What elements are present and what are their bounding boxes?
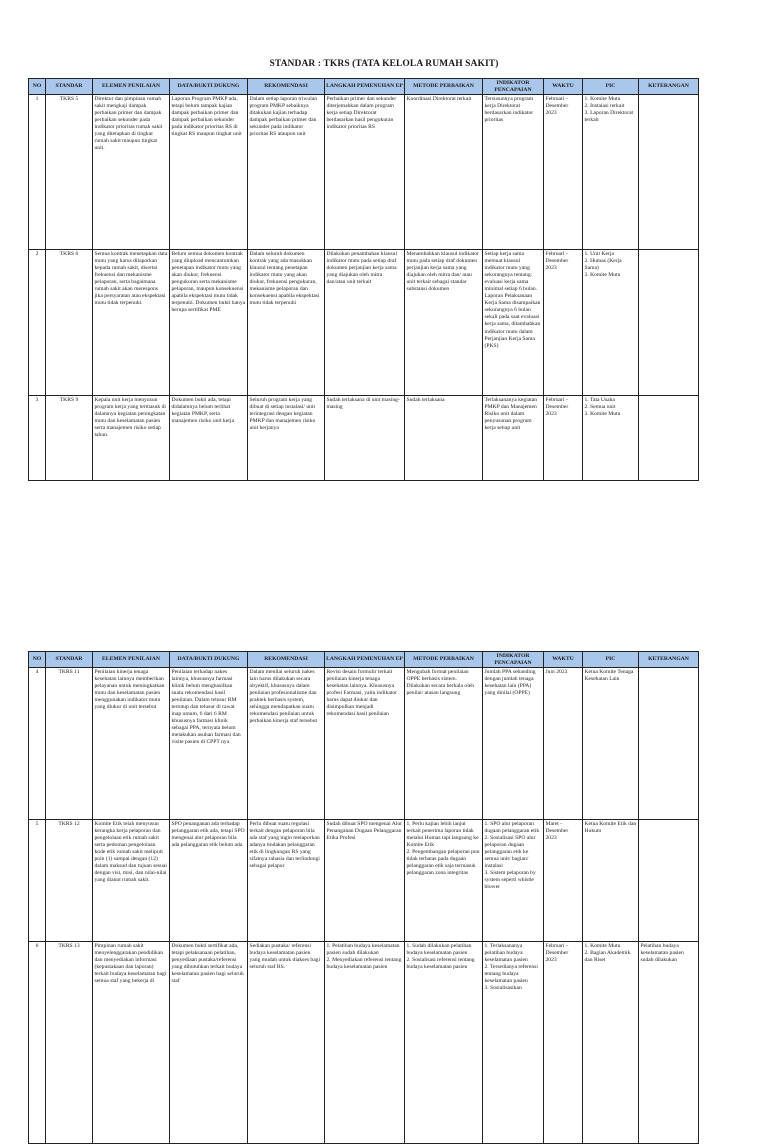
- header-pic: PIC: [583, 652, 639, 668]
- cell-indikator: Setiap kerja sama memuat klausul indikator mutu yang sekurangnya tentang: evaluasi kerja sama minimal setiap 6 bulan. Laporan Pelaksanaan Kerja Sama disampaikan sekurangnya 6 bulan sekali pada saat evaluasi kerja sama, ditambahkan indikator mutu dalam Perjanjian Kerja Sama (PKS): [483, 250, 544, 396]
- cell-indikator: Tersusunnya program kerja Direktorat berdasarkan indikator prioritas: [483, 95, 544, 250]
- cell-no: 4: [29, 668, 46, 820]
- cell-indikator: Terlaksananya kegiatan PMKP dan Manajemen Risiko unit dalam penyusunan program kerja setiap unit: [483, 396, 544, 481]
- cell-data: Laporan Program PMKP ada, tetapi belum tampak kajian dampak perbaikan primer dan dampak perbaikan sekunder pada indikator prioritas RS di tingkat RS maupun tingkat unit: [170, 95, 248, 250]
- table-row: [29, 95, 699, 250]
- header-pic: PIC: [583, 79, 639, 95]
- cell-no: 2: [29, 250, 46, 396]
- cell-keterangan: [639, 396, 699, 481]
- header-data: DATA/BUKTI DUKUNG: [170, 652, 248, 668]
- cell-rekomendasi: Sediakan pustaka/ referensi budaya keselamatan pasien yang mudah untuk diakses bagi seluruh staf RS.: [248, 942, 325, 1144]
- cell-metode: Mengubah format penilaian OPPE berbasis sistem. Dilakukan secara berkala oleh penilai/ atasan langsung: [405, 668, 483, 820]
- table-row: [29, 250, 699, 396]
- cell-langkah: Dilakukan penambahan klausul indikator mutu pada setiap draf dokumen perjanjian kerja sama yang diajukan oleh mitra dan/atau unit terkait: [325, 250, 405, 396]
- cell-waktu: Maret - Desember 2023: [544, 820, 583, 942]
- cell-standar: TKRS 12: [46, 820, 93, 942]
- cell-no: 1: [29, 95, 46, 250]
- cell-metode: Koordinasi Direktorat terkait: [405, 95, 483, 250]
- cell-no: 6: [29, 942, 46, 1144]
- cell-keterangan: [639, 250, 699, 396]
- cell-data: Belum semua dokumen kontrak yang diupload mencantumkan penetapan indikator mutu yang akan diukur, frekuensi pengukuran serta mekanisme pelaporan, maupun konsekuensi apabila ekspektasi mutu tidak terpenuhi. Dokumen bukti hanya berupa sertifikat PME: [170, 250, 248, 396]
- cell-metode: 1. Sudah dilakukan pelatihan budaya keselamatan pasien 2. Sosialisasi referensi tentang budaya keselamatan pasien: [405, 942, 483, 1144]
- cell-langkah: 1. Pelatihan budaya keselamatan pasien sudah dilakukan 2. Menyediakan referensi tentang budaya keselamatan pasien: [325, 942, 405, 1144]
- header-standar: STANDAR: [46, 652, 93, 668]
- cell-elemen: Kepala unit kerja menyusun program kerja yang termasuk di dalamnya kegiatan peningkatan mutu dan keselamatan pasien serta manajemen risiko setiap tahun.: [93, 396, 170, 481]
- cell-langkah: Sudah terlaksana di unit masing-masing: [325, 396, 405, 481]
- cell-rekomendasi: Seluruh program kerja yang dibuat di setiap instalasi/ unit terintegrasi dengan kegiatan PMKP dan manajemen risiko unit kerjanya: [248, 396, 325, 481]
- cell-standar: TKRS 5: [46, 95, 93, 250]
- header-data: DATA/BUKTI DUKUNG: [170, 79, 248, 95]
- cell-no: 5: [29, 820, 46, 942]
- cell-waktu: Februari - Desember 2023: [544, 250, 583, 396]
- cell-elemen: Penilaian kinerja tenaga kesehatan lainnya memberikan pelayanan untuk meningkatkan mutu dan keselamatan pasien menggunakan indikator mutu yang diukur di unit tersebut: [93, 668, 170, 820]
- header-row: [29, 79, 699, 95]
- table-row: [29, 820, 699, 942]
- cell-standar: TKRS 9: [46, 396, 93, 481]
- cell-pic: Ketua Komite Tenaga Kesehatan Lain: [583, 668, 639, 820]
- cell-rekomendasi: Dalam menilai seluruh nakes lain harus dilakukan secara obyektif, khususnya dalam penilaian profesionalisme dan praktek berbasis system, sehingga mendapatkan suatu rekomendasi penilaian untuk perbaikan kinerja staf tersebut: [248, 668, 325, 820]
- header-langkah: LANGKAH PEMENUHAN EP: [325, 79, 405, 95]
- cell-keterangan: [639, 820, 699, 942]
- cell-elemen: Pimpinan rumah sakit menyelenggarakan pendidikan dan menyediakan informasi (kepustakaan dan laporan) terkait budaya keselamatan bagi semua staf yang bekerja di: [93, 942, 170, 1144]
- cell-no: 3: [29, 396, 46, 481]
- cell-keterangan: [639, 668, 699, 820]
- header-no: NO: [29, 652, 46, 668]
- cell-standar: TKRS 11: [46, 668, 93, 820]
- tkrs-table-part-2: [28, 651, 699, 1144]
- cell-elemen: Direktur dan pimpinan rumah sakit mengkaji dampak perbaikan primer dan dampak perbaikan sekunder pada indikator prioritas rumah sakit yang ditetapkan di tingkat rumah sakit maupun tingkat unit.: [93, 95, 170, 250]
- header-standar: STANDAR: [46, 79, 93, 95]
- header-rekomendasi: REKOMENDASI: [248, 79, 325, 95]
- cell-pic: 1. Tata Usaha 2. Semua unit 3. Komite Mutu: [583, 396, 639, 481]
- cell-rekomendasi: Dalam seluruh dokumen kontrak yang ada masukkan klausul tentang penetapan indikator mutu yang akan diukur, frekuensi pengukuran, mekanisme pelaporan dan konsekuensi apabila ekspektasi mutu tidak terpenuhi: [248, 250, 325, 396]
- table-row: [29, 942, 699, 1144]
- header-no: NO: [29, 79, 46, 95]
- cell-keterangan: [639, 95, 699, 250]
- cell-waktu: Februari - Desember 2023: [544, 942, 583, 1144]
- header-waktu: WAKTU: [544, 652, 583, 668]
- cell-langkah: Perbaikan primer dan sekunder diterjemahkan dalam program kerja setiap Direktorat berdasarkan hasil pengukuran indikator prioritas RS: [325, 95, 405, 250]
- cell-waktu: Juni 2023: [544, 668, 583, 820]
- cell-pic: 1. Komite Mutu 2. Instalasi terkait 3. Laporan Direktorat terkait: [583, 95, 639, 250]
- cell-keterangan: Pelatihan budaya keselamatan pasien sudah dilakukan: [639, 942, 699, 1144]
- cell-waktu: Februari - Desember 2023: [544, 396, 583, 481]
- header-waktu: WAKTU: [544, 79, 583, 95]
- cell-metode: Menambahkan klausul indikator mutu pada setiap draf dokumen perjanjian kerja sama yang diajukan oleh mitra dan/ atau unit terkait sebagai standar substansi dokumen: [405, 250, 483, 396]
- header-rekomendasi: REKOMENDASI: [248, 652, 325, 668]
- header-metode: METODE PERBAIKAN: [405, 652, 483, 668]
- cell-standar: TKRS 6: [46, 250, 93, 396]
- cell-rekomendasi: Dalam setiap laporan triwulan program PMKP sebaiknya ditakukan kajian terhadap dampak perbaikan primer dan sekunder pada indikator prioritas RS ataupun unit: [248, 95, 325, 250]
- cell-indikator: 1. SPO alur pelaporan dugaan pelanggaran etik 2. Sosialisasi SPO alur pelaporan dugaan pelanggaran etik ke semua unit/ bagian/ instalasi 3. Sistem pelaporan by system seperti whistle blower: [483, 820, 544, 942]
- cell-metode: 1. Perlu kajian lebih lanjut terkait penerima laporan tidak melalui Humas tapi langsung ke Komite Etik 2. Pengembangan pelaporan pun tidak terbatas pada dugaan pelanggaran etik saja termasuk pelanggaran zona integritas: [405, 820, 483, 942]
- cell-standar: TKRS 13: [46, 942, 93, 1144]
- header-indikator: INDIKATOR PENCAPAIAN: [483, 79, 544, 95]
- cell-rekomendasi: Perlu dibuat suatu regulasi terkait dengan pelaporan bila ada staf yang ingin melaporkan adanya tindakan pelanggaran etik di lingkungan RS yang sifatnya rahasia dan terlindungi sebagai pelapor: [248, 820, 325, 942]
- cell-data: SPO penanganan ada terhadap pelanggaran etik ada, tetapi SPO mengenai alur pelaporan bila ada pelanggaran etik belum ada: [170, 820, 248, 942]
- cell-elemen: Komite Etik telah menyusun kerangka kerja pelaporan dan pengelolaan etik rumah sakit serta pedoman pengelolaan kode etik rumah sakit meliputi poin (1) sampai dengan (12) dalam maksud dan tujuan sesuai dengan visi, misi, dan nilai-nilai yang dianut rumah sakit.: [93, 820, 170, 942]
- cell-data: Dokumen bukti sertifikat ada, tetapi pelaksanaan pelatihan, penyediaan pustaka/referensi yang dibutuhkan terkait budaya keselamatan pasien bagi seluruh staf: [170, 942, 248, 1144]
- header-row: [29, 652, 699, 668]
- table-row: [29, 396, 699, 481]
- tkrs-table-part-1: [28, 78, 699, 481]
- cell-metode: Sudah terlaksana: [405, 396, 483, 481]
- cell-langkah: Revisi desain formulir terkait penilaian kinerja tenaga kesehatan lainnya. Khususnya profesi Farmasi, yaitu indikator harus dapat diukur dan disimpulkan menjadi rekomendasi hasil penilaian: [325, 668, 405, 820]
- header-elemen: ELEMEN PENILAIAN: [93, 79, 170, 95]
- cell-indikator: Jumlah PPA sebanding dengan jumlah tenaga kesehatan lain (PPA) yang dinilai (OPPE): [483, 668, 544, 820]
- cell-elemen: Semua kontrak menetapkan data mutu yang harus dilaporkan kepada rumah sakit, disertai frekuensi dan mekanisme pelaporan, serta bagaimana rumah sakit akan merespons jika persyaratan atau ekspektasi mutu tidak terpenuhi.: [93, 250, 170, 396]
- header-metode: METODE PERBAIKAN: [405, 79, 483, 95]
- page-title: STANDAR : TKRS (TATA KELOLA RUMAH SAKIT): [269, 59, 499, 69]
- cell-pic: 1. Unit Kerja 2. Humas (Kerja Sama) 3. Komite Mutu: [583, 250, 639, 396]
- header-indikator: INDIKATOR PENCAPAIAN: [483, 652, 544, 668]
- cell-langkah: Sudah dibuat SPO mengenai Alur Penanganan Dugaan Pelanggaran Etika Profesi: [325, 820, 405, 942]
- header-langkah: LANGKAH PEMENUHAN EP: [325, 652, 405, 668]
- cell-data: Dokumen bukti ada, tetapi didalamnya belum terlihat kegiatan PMKP, serta manajemen risiko unit kerja: [170, 396, 248, 481]
- cell-data: Penilaian terhadap nakes lainnya, khususnya farmasi klinik belum menghasilkan suatu rekomendasi hasil penilaian. Dalam telusur RM tertutup dan telusur di rawat inap umum, 6 dari 6 RM khususnya farmasi klinik sebagai PPA, ternyata belum melakukan asuhan farmasi dan visite pasien di CPPT nya: [170, 668, 248, 820]
- header-keterangan: KETERANGAN: [639, 79, 699, 95]
- cell-pic: Ketua Komite Etik dan Hukum: [583, 820, 639, 942]
- cell-indikator: 1. Terlaksananya pelatihan budaya keselamatan pasien 2. Tersedianya referensi tentang budaya keselamatan pasien 3. Sosialisasikan: [483, 942, 544, 1144]
- header-keterangan: KETERANGAN: [639, 652, 699, 668]
- cell-waktu: Februari - Desember 2023: [544, 95, 583, 250]
- table-row: [29, 668, 699, 820]
- header-elemen: ELEMEN PENILAIAN: [93, 652, 170, 668]
- cell-pic: 1. Komite Mutu 2. Bagian Akademik dan Riset: [583, 942, 639, 1144]
